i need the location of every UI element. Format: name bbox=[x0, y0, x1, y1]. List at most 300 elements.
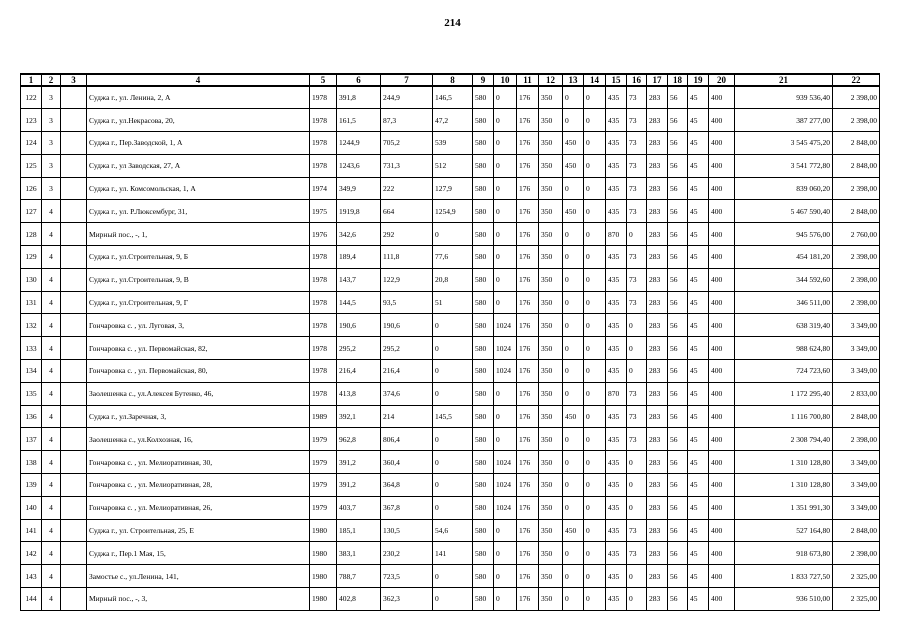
table-cell-col-11: 176 bbox=[517, 177, 539, 200]
table-cell-col-17: 283 bbox=[647, 360, 668, 383]
table-cell-col-5: 1978 bbox=[310, 382, 337, 405]
table-cell-col-22: 3 349,00 bbox=[833, 360, 880, 383]
table-cell-col-14: 0 bbox=[584, 291, 606, 314]
table-cell-col-21: 3 545 475,20 bbox=[735, 132, 833, 155]
table-cell-col-16: 73 bbox=[627, 86, 647, 109]
table-cell-col-21: 724 723,60 bbox=[735, 360, 833, 383]
table-cell-col-6: 383,1 bbox=[337, 542, 381, 565]
table-cell-col-4: Гончаровка с. , ул. Первомайская, 80, bbox=[87, 360, 310, 383]
table-cell-col-17: 283 bbox=[647, 154, 668, 177]
table-cell-col-20: 400 bbox=[709, 428, 735, 451]
table-cell-col-22: 2 398,00 bbox=[833, 109, 880, 132]
table-cell-col-14: 0 bbox=[584, 109, 606, 132]
table-cell-col-15: 435 bbox=[606, 496, 627, 519]
table-cell-col-1: 124 bbox=[21, 132, 42, 155]
table-cell-col-12: 350 bbox=[539, 314, 563, 337]
table-cell-col-17: 283 bbox=[647, 565, 668, 588]
table-cell-col-7: 230,2 bbox=[381, 542, 433, 565]
table-cell-col-14: 0 bbox=[584, 223, 606, 246]
table-cell-col-14: 0 bbox=[584, 268, 606, 291]
table-cell-col-4: Суджа г., ул. Р.Люксембург, 31, bbox=[87, 200, 310, 223]
table-cell-col-22: 2 398,00 bbox=[833, 246, 880, 269]
table-cell-col-15: 435 bbox=[606, 360, 627, 383]
table-row bbox=[21, 474, 880, 497]
table-cell-col-6: 391,2 bbox=[337, 474, 381, 497]
table-cell-col-14: 0 bbox=[584, 246, 606, 269]
table-cell-col-18: 56 bbox=[668, 246, 688, 269]
table-cell-col-17: 283 bbox=[647, 451, 668, 474]
table-cell-col-5: 1978 bbox=[310, 109, 337, 132]
table-cell-col-12: 350 bbox=[539, 200, 563, 223]
column-header-13: 13 bbox=[563, 74, 584, 86]
table-cell-col-5: 1978 bbox=[310, 132, 337, 155]
table-cell-col-11: 176 bbox=[517, 314, 539, 337]
table-cell-col-20: 400 bbox=[709, 223, 735, 246]
table-cell-col-19: 45 bbox=[688, 291, 709, 314]
table-cell-col-8: 512 bbox=[433, 154, 473, 177]
data-table bbox=[20, 73, 880, 611]
table-row bbox=[21, 177, 880, 200]
table-cell-col-7: 111,8 bbox=[381, 246, 433, 269]
table-cell-col-10: 1024 bbox=[494, 360, 517, 383]
table-cell-col-6: 403,7 bbox=[337, 496, 381, 519]
column-header-4: 4 bbox=[87, 74, 310, 86]
table-cell-col-19: 45 bbox=[688, 428, 709, 451]
table-cell-col-22: 2 398,00 bbox=[833, 268, 880, 291]
table-cell-col-20: 400 bbox=[709, 519, 735, 542]
table-cell-col-5: 1978 bbox=[310, 314, 337, 337]
table-cell-col-4: Гончаровка с. , ул. Мелиоративная, 26, bbox=[87, 496, 310, 519]
table-cell-col-13: 0 bbox=[563, 588, 584, 611]
table-cell-col-18: 56 bbox=[668, 223, 688, 246]
table-cell-col-19: 45 bbox=[688, 565, 709, 588]
table-cell-col-11: 176 bbox=[517, 291, 539, 314]
table-cell-col-17: 283 bbox=[647, 109, 668, 132]
table-cell-col-4: Суджа г., ул.Некрасова, 20, bbox=[87, 109, 310, 132]
table-cell-col-12: 350 bbox=[539, 542, 563, 565]
table-cell-col-16: 73 bbox=[627, 246, 647, 269]
table-cell-col-19: 45 bbox=[688, 177, 709, 200]
table-cell-col-2: 4 bbox=[42, 382, 61, 405]
table-cell-col-10: 1024 bbox=[494, 474, 517, 497]
table-cell-col-7: 723,5 bbox=[381, 565, 433, 588]
table-cell-col-18: 56 bbox=[668, 542, 688, 565]
table-cell-col-21: 1 351 991,30 bbox=[735, 496, 833, 519]
table-cell-col-16: 0 bbox=[627, 451, 647, 474]
table-cell-col-22: 3 349,00 bbox=[833, 451, 880, 474]
table-cell-col-15: 435 bbox=[606, 451, 627, 474]
table-row bbox=[21, 291, 880, 314]
table-cell-col-10: 0 bbox=[494, 223, 517, 246]
table-cell-col-4: Суджа г., ул.Строительная, 9, Г bbox=[87, 291, 310, 314]
table-cell-col-8: 77,6 bbox=[433, 246, 473, 269]
table-cell-col-20: 400 bbox=[709, 268, 735, 291]
table-cell-col-7: 130,5 bbox=[381, 519, 433, 542]
table-cell-col-19: 45 bbox=[688, 405, 709, 428]
table-cell-col-13: 0 bbox=[563, 268, 584, 291]
table-row bbox=[21, 542, 880, 565]
table-cell-col-2: 4 bbox=[42, 496, 61, 519]
table-cell-col-11: 176 bbox=[517, 132, 539, 155]
table-cell-col-4: Мирный пос., -, 1, bbox=[87, 223, 310, 246]
table-cell-col-5: 1978 bbox=[310, 246, 337, 269]
table-cell-col-13: 0 bbox=[563, 565, 584, 588]
table-cell-col-13: 450 bbox=[563, 405, 584, 428]
table-cell-col-9: 580 bbox=[473, 109, 494, 132]
table-cell-col-9: 580 bbox=[473, 360, 494, 383]
table-cell-col-14: 0 bbox=[584, 360, 606, 383]
table-cell-col-18: 56 bbox=[668, 451, 688, 474]
table-cell-col-19: 45 bbox=[688, 496, 709, 519]
table-cell-col-8: 0 bbox=[433, 360, 473, 383]
column-header-9: 9 bbox=[473, 74, 494, 86]
table-cell-col-11: 176 bbox=[517, 154, 539, 177]
table-cell-col-6: 391,8 bbox=[337, 86, 381, 109]
table-cell-col-16: 0 bbox=[627, 496, 647, 519]
table-cell-col-5: 1979 bbox=[310, 428, 337, 451]
table-cell-col-13: 0 bbox=[563, 474, 584, 497]
table-cell-col-8: 54,6 bbox=[433, 519, 473, 542]
table-cell-col-17: 283 bbox=[647, 588, 668, 611]
table-cell-col-2: 4 bbox=[42, 268, 61, 291]
table-cell-col-21: 1 833 727,50 bbox=[735, 565, 833, 588]
table-cell-col-15: 435 bbox=[606, 405, 627, 428]
table-cell-col-8: 0 bbox=[433, 223, 473, 246]
table-cell-col-11: 176 bbox=[517, 360, 539, 383]
table-cell-col-2: 4 bbox=[42, 542, 61, 565]
table-cell-col-13: 0 bbox=[563, 314, 584, 337]
table-cell-col-7: 806,4 bbox=[381, 428, 433, 451]
table-cell-col-22: 2 848,00 bbox=[833, 405, 880, 428]
table-cell-col-21: 1 116 700,80 bbox=[735, 405, 833, 428]
table-cell-col-14: 0 bbox=[584, 86, 606, 109]
table-cell-col-22: 2 398,00 bbox=[833, 291, 880, 314]
page-number: 214 bbox=[444, 17, 461, 29]
table-cell-col-11: 176 bbox=[517, 542, 539, 565]
table-cell-col-15: 435 bbox=[606, 565, 627, 588]
table-cell-col-6: 1919,8 bbox=[337, 200, 381, 223]
table-cell-col-8: 0 bbox=[433, 588, 473, 611]
table-cell-col-16: 0 bbox=[627, 588, 647, 611]
table-cell-col-11: 176 bbox=[517, 519, 539, 542]
table-cell-col-6: 349,9 bbox=[337, 177, 381, 200]
table-cell-col-6: 962,8 bbox=[337, 428, 381, 451]
table-cell-col-22: 2 848,00 bbox=[833, 154, 880, 177]
table-cell-col-14: 0 bbox=[584, 337, 606, 360]
table-cell-col-20: 400 bbox=[709, 314, 735, 337]
table-cell-col-8: 0 bbox=[433, 451, 473, 474]
table-cell-col-20: 400 bbox=[709, 246, 735, 269]
column-header-12: 12 bbox=[539, 74, 563, 86]
table-cell-col-22: 2 760,00 bbox=[833, 223, 880, 246]
table-cell-col-13: 0 bbox=[563, 360, 584, 383]
table-cell-col-18: 56 bbox=[668, 291, 688, 314]
table-cell-col-8: 0 bbox=[433, 474, 473, 497]
table-cell-col-4: Суджа г., Пер.1 Мая, 15, bbox=[87, 542, 310, 565]
table-cell-col-9: 580 bbox=[473, 519, 494, 542]
table-row bbox=[21, 132, 880, 155]
table-cell-col-6: 1243,6 bbox=[337, 154, 381, 177]
table-cell-col-7: 664 bbox=[381, 200, 433, 223]
table-cell-col-18: 56 bbox=[668, 474, 688, 497]
table-cell-col-8: 0 bbox=[433, 382, 473, 405]
table-cell-col-17: 283 bbox=[647, 428, 668, 451]
table-cell-col-11: 176 bbox=[517, 565, 539, 588]
table-cell-col-3 bbox=[61, 519, 87, 542]
column-header-2: 2 bbox=[42, 74, 61, 86]
table-cell-col-2: 4 bbox=[42, 405, 61, 428]
column-header-16: 16 bbox=[627, 74, 647, 86]
table-cell-col-14: 0 bbox=[584, 154, 606, 177]
table-cell-col-1: 126 bbox=[21, 177, 42, 200]
table-cell-col-13: 0 bbox=[563, 177, 584, 200]
table-cell-col-2: 4 bbox=[42, 337, 61, 360]
table-cell-col-7: 216,4 bbox=[381, 360, 433, 383]
table-cell-col-9: 580 bbox=[473, 428, 494, 451]
table-cell-col-9: 580 bbox=[473, 542, 494, 565]
table-row bbox=[21, 109, 880, 132]
table-row bbox=[21, 223, 880, 246]
table-cell-col-8: 0 bbox=[433, 565, 473, 588]
table-cell-col-10: 0 bbox=[494, 268, 517, 291]
table-cell-col-21: 454 181,20 bbox=[735, 246, 833, 269]
table-row bbox=[21, 360, 880, 383]
table-cell-col-10: 1024 bbox=[494, 337, 517, 360]
table-row bbox=[21, 382, 880, 405]
table-cell-col-19: 45 bbox=[688, 382, 709, 405]
table-cell-col-7: 360,4 bbox=[381, 451, 433, 474]
table-cell-col-4: Суджа г., ул.Строительная, 9, В bbox=[87, 268, 310, 291]
table-cell-col-5: 1980 bbox=[310, 588, 337, 611]
table-cell-col-9: 580 bbox=[473, 382, 494, 405]
table-cell-col-1: 136 bbox=[21, 405, 42, 428]
table-cell-col-1: 125 bbox=[21, 154, 42, 177]
table-cell-col-7: 374,6 bbox=[381, 382, 433, 405]
table-cell-col-1: 132 bbox=[21, 314, 42, 337]
table-cell-col-2: 4 bbox=[42, 223, 61, 246]
table-cell-col-19: 45 bbox=[688, 132, 709, 155]
table-cell-col-14: 0 bbox=[584, 451, 606, 474]
table-cell-col-22: 3 349,00 bbox=[833, 474, 880, 497]
table-cell-col-5: 1975 bbox=[310, 200, 337, 223]
table-cell-col-10: 0 bbox=[494, 109, 517, 132]
table-body bbox=[21, 86, 880, 610]
column-header-11: 11 bbox=[517, 74, 539, 86]
table-cell-col-21: 945 576,00 bbox=[735, 223, 833, 246]
table-cell-col-21: 839 060,20 bbox=[735, 177, 833, 200]
table-cell-col-5: 1978 bbox=[310, 291, 337, 314]
table-cell-col-12: 350 bbox=[539, 382, 563, 405]
table-cell-col-17: 283 bbox=[647, 519, 668, 542]
table-cell-col-1: 139 bbox=[21, 474, 42, 497]
table-cell-col-13: 0 bbox=[563, 109, 584, 132]
table-row bbox=[21, 519, 880, 542]
table-cell-col-20: 400 bbox=[709, 382, 735, 405]
table-cell-col-11: 176 bbox=[517, 86, 539, 109]
column-header-3: 3 bbox=[61, 74, 87, 86]
table-cell-col-5: 1978 bbox=[310, 154, 337, 177]
table-cell-col-19: 45 bbox=[688, 109, 709, 132]
table-cell-col-16: 0 bbox=[627, 474, 647, 497]
table-cell-col-19: 45 bbox=[688, 223, 709, 246]
table-cell-col-20: 400 bbox=[709, 132, 735, 155]
table-cell-col-15: 435 bbox=[606, 474, 627, 497]
column-header-7: 7 bbox=[381, 74, 433, 86]
table-cell-col-20: 400 bbox=[709, 337, 735, 360]
table-cell-col-2: 4 bbox=[42, 246, 61, 269]
table-cell-col-20: 400 bbox=[709, 360, 735, 383]
table-row bbox=[21, 428, 880, 451]
table-cell-col-11: 176 bbox=[517, 246, 539, 269]
table-cell-col-12: 350 bbox=[539, 177, 563, 200]
table-cell-col-20: 400 bbox=[709, 154, 735, 177]
table-cell-col-11: 176 bbox=[517, 451, 539, 474]
table-cell-col-18: 56 bbox=[668, 86, 688, 109]
table-cell-col-18: 56 bbox=[668, 109, 688, 132]
table-cell-col-19: 45 bbox=[688, 474, 709, 497]
table-cell-col-3 bbox=[61, 337, 87, 360]
table-cell-col-11: 176 bbox=[517, 337, 539, 360]
table-cell-col-4: Суджа г., ул. Строительная, 25, Е bbox=[87, 519, 310, 542]
table-row bbox=[21, 86, 880, 109]
table-cell-col-6: 391,2 bbox=[337, 451, 381, 474]
table-cell-col-7: 244,9 bbox=[381, 86, 433, 109]
table-cell-col-22: 3 349,00 bbox=[833, 337, 880, 360]
table-cell-col-9: 580 bbox=[473, 132, 494, 155]
table-cell-col-3 bbox=[61, 291, 87, 314]
table-cell-col-9: 580 bbox=[473, 177, 494, 200]
table-cell-col-17: 283 bbox=[647, 542, 668, 565]
table-cell-col-21: 988 624,80 bbox=[735, 337, 833, 360]
table-cell-col-12: 350 bbox=[539, 519, 563, 542]
column-header-1: 1 bbox=[21, 74, 42, 86]
table-cell-col-1: 143 bbox=[21, 565, 42, 588]
table-cell-col-16: 73 bbox=[627, 291, 647, 314]
table-cell-col-17: 283 bbox=[647, 314, 668, 337]
table-cell-col-6: 788,7 bbox=[337, 565, 381, 588]
table-cell-col-14: 0 bbox=[584, 565, 606, 588]
table-cell-col-14: 0 bbox=[584, 496, 606, 519]
table-cell-col-9: 580 bbox=[473, 565, 494, 588]
table-cell-col-11: 176 bbox=[517, 588, 539, 611]
table-cell-col-2: 4 bbox=[42, 519, 61, 542]
table-cell-col-2: 3 bbox=[42, 154, 61, 177]
table-cell-col-9: 580 bbox=[473, 496, 494, 519]
column-header-19: 19 bbox=[688, 74, 709, 86]
table-cell-col-18: 56 bbox=[668, 360, 688, 383]
table-cell-col-19: 45 bbox=[688, 314, 709, 337]
table-cell-col-12: 350 bbox=[539, 337, 563, 360]
table-cell-col-9: 580 bbox=[473, 314, 494, 337]
table-cell-col-15: 435 bbox=[606, 268, 627, 291]
table-cell-col-16: 0 bbox=[627, 314, 647, 337]
table-cell-col-13: 0 bbox=[563, 86, 584, 109]
table-cell-col-18: 56 bbox=[668, 154, 688, 177]
table-cell-col-21: 939 536,40 bbox=[735, 86, 833, 109]
table-cell-col-12: 350 bbox=[539, 109, 563, 132]
table-row bbox=[21, 565, 880, 588]
table-cell-col-17: 283 bbox=[647, 382, 668, 405]
table-cell-col-15: 435 bbox=[606, 86, 627, 109]
table-cell-col-18: 56 bbox=[668, 588, 688, 611]
table-cell-col-15: 435 bbox=[606, 109, 627, 132]
table-cell-col-2: 3 bbox=[42, 177, 61, 200]
table-cell-col-12: 350 bbox=[539, 223, 563, 246]
table-cell-col-22: 2 398,00 bbox=[833, 542, 880, 565]
table-cell-col-10: 1024 bbox=[494, 314, 517, 337]
table-cell-col-11: 176 bbox=[517, 405, 539, 428]
table-cell-col-21: 2 308 794,40 bbox=[735, 428, 833, 451]
table-cell-col-22: 2 398,00 bbox=[833, 428, 880, 451]
table-cell-col-2: 4 bbox=[42, 565, 61, 588]
column-header-14: 14 bbox=[584, 74, 606, 86]
table-cell-col-12: 350 bbox=[539, 405, 563, 428]
table-cell-col-9: 580 bbox=[473, 246, 494, 269]
table-cell-col-4: Гончаровка с. , ул. Мелиоративная, 28, bbox=[87, 474, 310, 497]
table-cell-col-9: 580 bbox=[473, 200, 494, 223]
table-cell-col-12: 350 bbox=[539, 588, 563, 611]
column-header-10: 10 bbox=[494, 74, 517, 86]
table-cell-col-20: 400 bbox=[709, 405, 735, 428]
table-cell-col-3 bbox=[61, 451, 87, 474]
table-cell-col-1: 128 bbox=[21, 223, 42, 246]
table-cell-col-3 bbox=[61, 109, 87, 132]
table-cell-col-21: 344 592,60 bbox=[735, 268, 833, 291]
table-cell-col-19: 45 bbox=[688, 451, 709, 474]
table-cell-col-20: 400 bbox=[709, 86, 735, 109]
table-cell-col-3 bbox=[61, 428, 87, 451]
table-cell-col-4: Мирный пос., -, 3, bbox=[87, 588, 310, 611]
table-cell-col-15: 435 bbox=[606, 154, 627, 177]
table-cell-col-21: 918 673,80 bbox=[735, 542, 833, 565]
table-cell-col-5: 1979 bbox=[310, 474, 337, 497]
table-cell-col-5: 1978 bbox=[310, 268, 337, 291]
table-cell-col-6: 190,6 bbox=[337, 314, 381, 337]
table-cell-col-20: 400 bbox=[709, 451, 735, 474]
table-cell-col-18: 56 bbox=[668, 496, 688, 519]
table-cell-col-16: 0 bbox=[627, 360, 647, 383]
table-cell-col-19: 45 bbox=[688, 588, 709, 611]
table-cell-col-6: 216,4 bbox=[337, 360, 381, 383]
table-cell-col-16: 73 bbox=[627, 405, 647, 428]
table-cell-col-14: 0 bbox=[584, 132, 606, 155]
table-cell-col-13: 0 bbox=[563, 451, 584, 474]
table-cell-col-10: 0 bbox=[494, 246, 517, 269]
table-row bbox=[21, 337, 880, 360]
table-cell-col-3 bbox=[61, 588, 87, 611]
table-cell-col-1: 127 bbox=[21, 200, 42, 223]
table-cell-col-7: 295,2 bbox=[381, 337, 433, 360]
table-cell-col-17: 283 bbox=[647, 291, 668, 314]
table-cell-col-3 bbox=[61, 246, 87, 269]
table-cell-col-15: 435 bbox=[606, 177, 627, 200]
table-cell-col-17: 283 bbox=[647, 337, 668, 360]
table-cell-col-4: Суджа г., ул.Строительная, 9, Б bbox=[87, 246, 310, 269]
table-cell-col-12: 350 bbox=[539, 565, 563, 588]
table-cell-col-8: 539 bbox=[433, 132, 473, 155]
table-cell-col-2: 4 bbox=[42, 428, 61, 451]
table-cell-col-3 bbox=[61, 405, 87, 428]
table-cell-col-12: 350 bbox=[539, 428, 563, 451]
table-cell-col-3 bbox=[61, 132, 87, 155]
table-cell-col-7: 122,9 bbox=[381, 268, 433, 291]
table-cell-col-10: 0 bbox=[494, 405, 517, 428]
table-cell-col-18: 56 bbox=[668, 268, 688, 291]
table-cell-col-10: 0 bbox=[494, 565, 517, 588]
table-cell-col-3 bbox=[61, 360, 87, 383]
table-cell-col-2: 4 bbox=[42, 314, 61, 337]
table-row bbox=[21, 200, 880, 223]
